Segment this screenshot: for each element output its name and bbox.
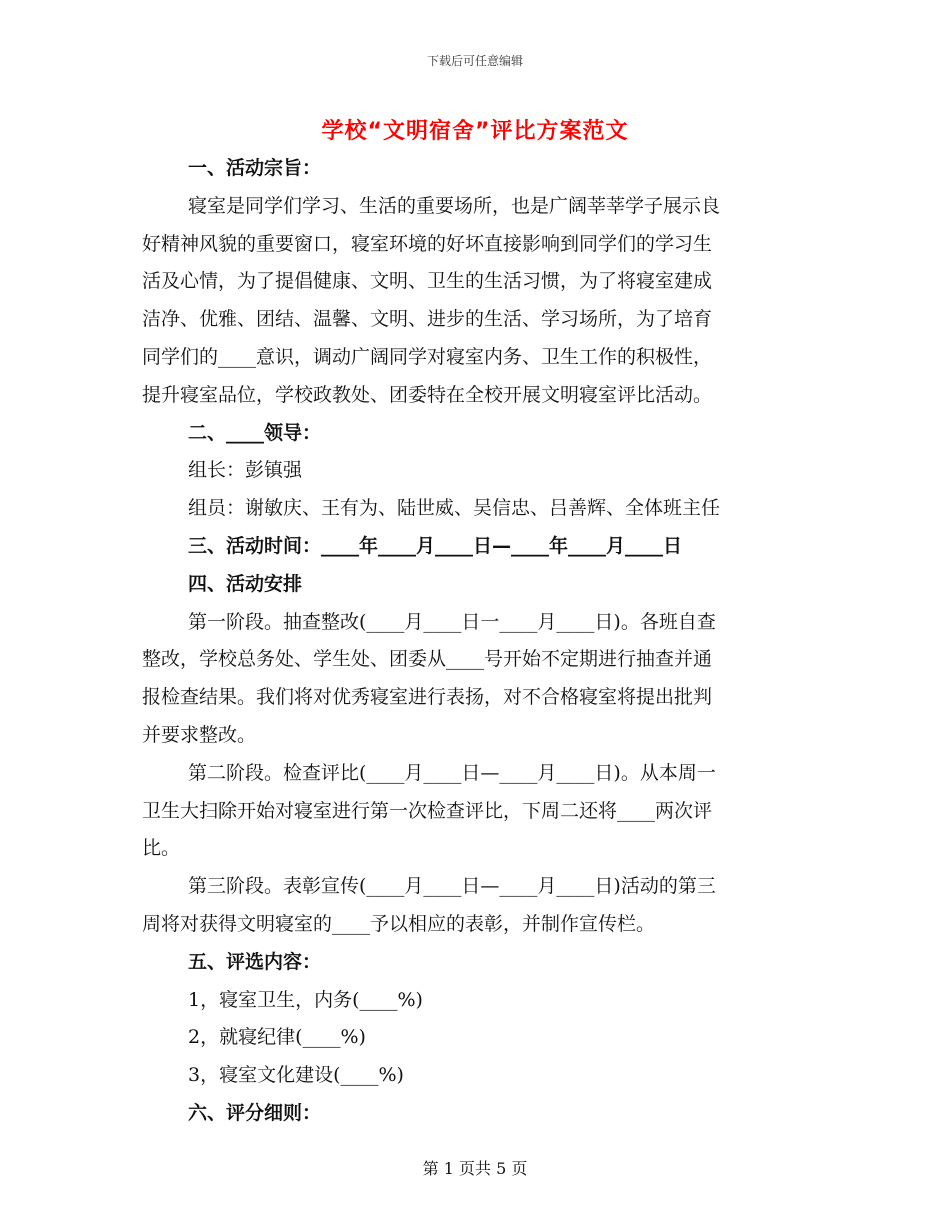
paragraph-line: 活及心情，为了提倡健康、文明、卫生的生活习惯，为了将寝室建成	[142, 270, 713, 293]
section-heading: 二、____领导：	[188, 421, 322, 444]
paragraph-line: 第三阶段。表彰宣传(____月____日—____月____日)活动的第三	[188, 875, 716, 898]
section-heading: 一、活动宗旨：	[188, 157, 322, 179]
section-heading: 五、评选内容：	[188, 950, 322, 973]
paragraph-line: 报检查结果。我们将对优秀寝室进行表扬，对不合格寝室将提出批判	[142, 686, 713, 709]
paragraph-line: 2，就寝纪律(____%)	[188, 1026, 366, 1049]
paragraph-line: 卫生大扫除开始对寝室进行第一次检查评比，下周二还将____两次评	[142, 799, 713, 822]
paragraph-line: 组员：谢敏庆、王有为、陆世威、吴信忠、吕善辉、全体班主任	[188, 497, 721, 520]
paragraph-line: 同学们的____意识，调动广阔同学对寝室内务、卫生工作的积极性，	[142, 345, 713, 368]
section-heading: 六、评分细则：	[188, 1101, 322, 1124]
paragraph-line: 周将对获得文明寝室的____予以相应的表彰，并制作宣传栏。	[142, 912, 656, 935]
page-footer: 第 1 页共 5 页	[422, 1159, 528, 1178]
paragraph-line: 3，寝室文化建设(____%)	[188, 1064, 404, 1087]
paragraph-line: 寝室是同学们学习、生活的重要场所，也是广阔莘莘学子展示良	[188, 194, 721, 217]
section-heading: 四、活动安排	[188, 572, 303, 595]
paragraph-line: 并要求整改。	[142, 723, 257, 746]
section-heading: 三、活动时间：____年____月____日—____年____月____日	[188, 534, 683, 557]
paragraph-line: 1，寝室卫生，内务(____%)	[188, 988, 423, 1011]
paragraph-line: 提升寝室品位，学校政教处、团委特在全校开展文明寝室评比活动。	[142, 383, 713, 406]
paragraph-line: 整改，学校总务处、学生处、团委从____号开始不定期进行抽查并通	[142, 648, 713, 671]
document-body	[142, 150, 802, 1133]
document-title: 学校“文明宿舍”评比方案范文	[321, 119, 629, 144]
paragraph-line: 第一阶段。抽查整改(____月____日一____月____日)。各班自查	[188, 610, 716, 633]
paragraph-line: 比。	[142, 837, 181, 860]
page-header: 下载后可任意编辑	[426, 54, 523, 68]
paragraph-line: 好精神风貌的重要窗口，寝室环境的好坏直接影响到同学们的学习生	[142, 232, 713, 255]
paragraph-line: 第二阶段。检查评比(____月____日—____月____日)。从本周一	[188, 761, 716, 784]
paragraph-line: 洁净、优雅、团结、温馨、文明、进步的生活、学习场所，为了培育	[142, 308, 713, 331]
paragraph-line: 组长：彭镇强	[188, 459, 303, 482]
